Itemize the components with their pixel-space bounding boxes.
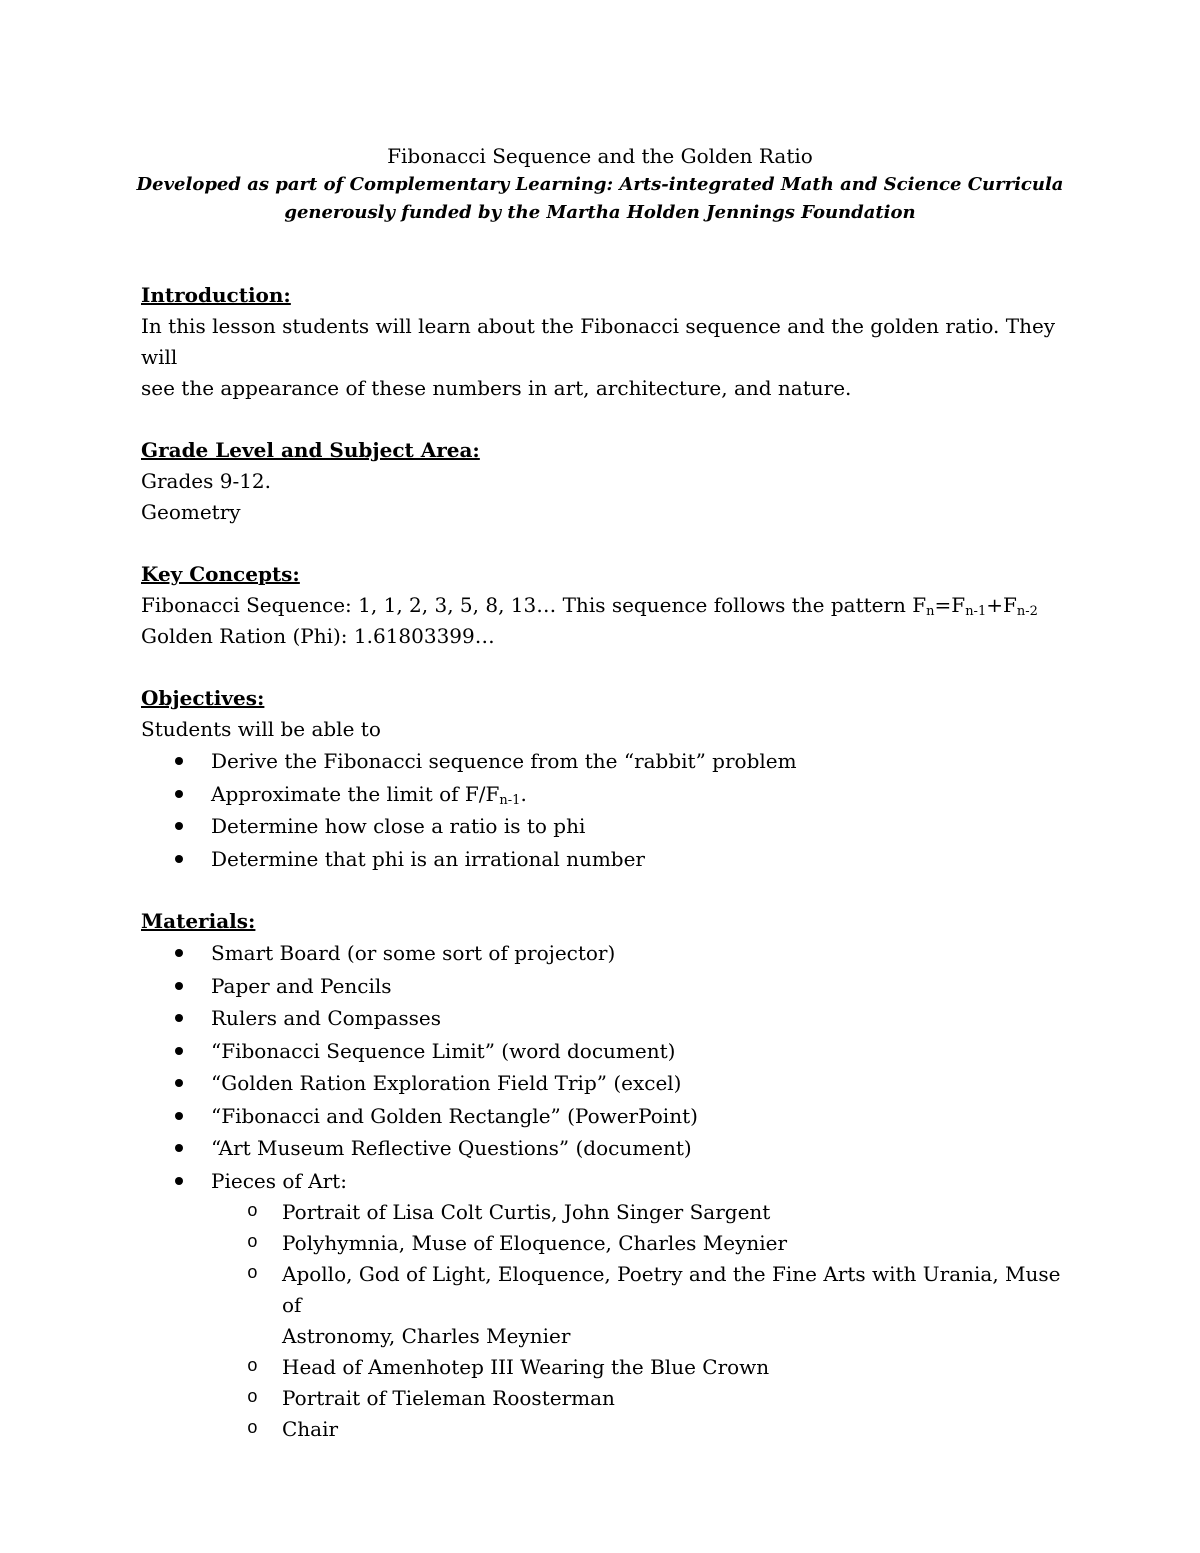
subscript-n-1: n-1: [965, 604, 987, 619]
art-pieces-list: [141, 1197, 1071, 1445]
bullet-icon: [175, 1079, 183, 1087]
subtitle-line-1: Developed as part of Complementary Learning: Arts-integrated Math and Science Curricula: [136, 174, 1064, 195]
objective-item: Derive the Fibonacci sequence from the “rabbit” problem: [141, 745, 1071, 778]
fibonacci-sequence-line: [141, 590, 1071, 621]
equals-f: =F: [934, 593, 966, 617]
subscript-n-2: n-2: [1016, 604, 1038, 619]
bullet-icon: [175, 949, 183, 957]
introduction-line-2: see the appearance of these numbers in art, architecture, and nature.: [141, 376, 852, 400]
objectives-intro: Students will be able to: [141, 717, 381, 741]
material-item: Pieces of Art:: [141, 1165, 1071, 1198]
material-item: Rulers and Compasses: [141, 1002, 1071, 1035]
bullet-icon: [175, 757, 183, 765]
golden-ratio-line: Golden Ration (Phi): 1.61803399…: [141, 624, 495, 648]
art-item: o Apollo, God of Light, Eloquence, Poetry and the Fine Arts with Urania, Muse of: [141, 1259, 1071, 1321]
plus-f: +F: [986, 593, 1017, 617]
bullet-icon: [175, 1014, 183, 1022]
document-title: Fibonacci Sequence and the Golden Ratio: [387, 144, 813, 168]
materials-heading: Materials:: [141, 909, 256, 933]
art-item: o Chair: [141, 1414, 1071, 1445]
grade-level-heading: Grade Level and Subject Area:: [141, 438, 480, 462]
objectives-list: [141, 745, 1071, 875]
circle-bullet-icon: o: [247, 1202, 258, 1222]
bullet-icon: [175, 982, 183, 990]
material-item: Paper and Pencils: [141, 970, 1071, 1003]
art-item: o Head of Amenhotep III Wearing the Blue Crown: [141, 1352, 1071, 1383]
introduction-line-1: In this lesson students will learn about the Fibonacci sequence and the golden ratio. They will: [141, 314, 1056, 369]
subscript-n: n: [926, 604, 935, 619]
material-item: “Fibonacci and Golden Rectangle” (PowerPoint): [141, 1100, 1071, 1133]
materials-list: [141, 937, 1071, 1197]
art-item: o Portrait of Tieleman Roosterman: [141, 1383, 1071, 1414]
objective-item: Determine how close a ratio is to phi: [141, 810, 1071, 843]
circle-bullet-icon: o: [247, 1357, 258, 1377]
subscript-n-1: n-1: [499, 792, 521, 808]
objective-item: Determine that phi is an irrational number: [141, 843, 1071, 876]
circle-bullet-icon: o: [247, 1419, 258, 1439]
grade-range: Grades 9-12.: [141, 469, 272, 493]
bullet-icon: [175, 1047, 183, 1055]
material-item: Smart Board (or some sort of projector): [141, 937, 1071, 970]
objective-item: Approximate the limit of $F/F_{n-1}$.: [141, 778, 1071, 811]
objectives-heading: Objectives:: [141, 686, 265, 710]
circle-bullet-icon: o: [247, 1264, 258, 1284]
subtitle-line-2: generously funded by the Martha Holden Jennings Foundation: [284, 202, 916, 223]
bullet-icon: [175, 822, 183, 830]
art-item: o Polyhymnia, Muse of Eloquence, Charles Meynier: [141, 1228, 1071, 1259]
material-item: “Fibonacci Sequence Limit” (word document): [141, 1035, 1071, 1068]
document-body: [141, 280, 1071, 1445]
art-item: o Portrait of Lisa Colt Curtis, John Singer Sargent: [141, 1197, 1071, 1228]
key-concepts-heading: Key Concepts:: [141, 562, 300, 586]
bullet-icon: [175, 790, 183, 798]
title-block: [0, 142, 1200, 227]
bullet-icon: [175, 855, 183, 863]
material-item: “Art Museum Reflective Questions” (document): [141, 1132, 1071, 1165]
bullet-icon: [175, 1112, 183, 1120]
material-item: “Golden Ration Exploration Field Trip” (excel): [141, 1067, 1071, 1100]
art-item-continuation: Astronomy, Charles Meynier: [282, 1324, 571, 1348]
bullet-icon: [175, 1177, 183, 1185]
circle-bullet-icon: o: [247, 1388, 258, 1408]
circle-bullet-icon: o: [247, 1233, 258, 1253]
bullet-icon: [175, 1144, 183, 1152]
subject-area: Geometry: [141, 500, 241, 524]
introduction-heading: Introduction:: [141, 283, 291, 307]
fibonacci-text: Fibonacci Sequence: 1, 1, 2, 3, 5, 8, 13… This sequence follows the pattern F: [141, 593, 927, 617]
